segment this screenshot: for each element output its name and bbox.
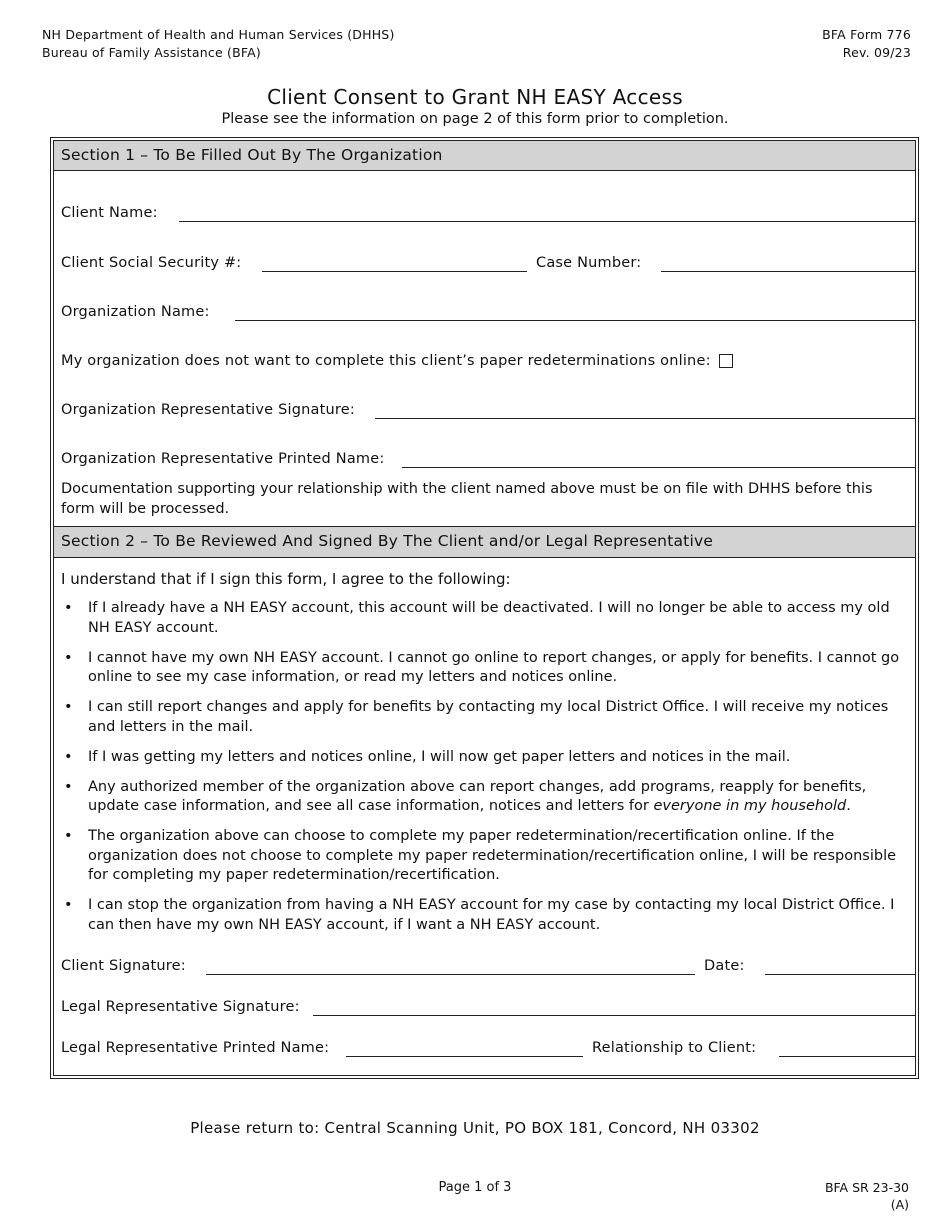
list-item: • Any authorized member of the organization above can report changes, add programs, reapply for benefits, update case information, and see all case information, notices and letters for everyone in my household. — [64, 778, 867, 814]
form-number: BFA Form 776 — [822, 27, 911, 42]
bullet-icon: • — [64, 828, 73, 844]
list-item: • If I was getting my letters and notices online, I will now get paper letters and notices in the mail. — [61, 748, 909, 768]
agreement-list — [61, 599, 909, 946]
list-item: • The organization above can choose to complete my paper redetermination/recertification online. If the organization does not choose to complete my paper redetermination/recertification online, I will be responsible for completing my paper redetermination/recertification. — [64, 828, 897, 883]
section1-heading: Section 1 – To Be Filled Out By The Organization — [54, 141, 915, 171]
ssn-label: Client Social Security #: — [61, 255, 242, 271]
bullet-icon: • — [64, 699, 73, 715]
case-number-field[interactable] — [661, 271, 915, 272]
documentation-note: Documentation supporting your relationship with the client named above must be on file with DHHS before this form will be processed. — [61, 481, 873, 517]
form-code — [825, 1179, 909, 1213]
date-label: Date: — [704, 958, 745, 974]
page-number: Page 1 of 3 — [438, 1180, 512, 1195]
org-rep-signature-label: Organization Representative Signature: — [61, 402, 355, 418]
consent-form-inner — [53, 140, 916, 1076]
bullet-icon: • — [64, 778, 73, 795]
ssn-field[interactable] — [262, 271, 527, 272]
relationship-field[interactable] — [779, 1056, 915, 1057]
consent-form-box — [50, 137, 919, 1079]
legal-rep-printed-name-label: Legal Representative Printed Name: — [61, 1040, 330, 1056]
opt-out-checkbox[interactable] — [719, 354, 733, 368]
legal-rep-signature-label: Legal Representative Signature: — [61, 999, 300, 1015]
agency-header — [42, 26, 395, 62]
form-id-header — [822, 26, 911, 62]
org-rep-signature-field[interactable] — [375, 418, 915, 419]
return-address: Please return to: Central Scanning Unit, PO BOX 181, Concord, NH 03302 — [190, 1119, 760, 1137]
bullet-icon: • — [64, 748, 73, 765]
opt-out-label: My organization does not want to complete this client’s paper redeterminations online: — [61, 353, 711, 369]
date-field[interactable] — [765, 974, 915, 975]
legal-rep-signature-field[interactable] — [313, 1015, 915, 1016]
page-title: Client Consent to Grant NH EASY Access — [267, 85, 683, 109]
relationship-label: Relationship to Client: — [592, 1040, 757, 1056]
form-code-suffix: (A) — [890, 1197, 909, 1212]
page-subtitle: Please see the information on page 2 of this form prior to completion. — [221, 111, 729, 127]
case-number-label: Case Number: — [536, 255, 642, 271]
client-signature-field[interactable] — [206, 974, 695, 975]
org-name-field[interactable] — [235, 320, 915, 321]
client-name-field[interactable] — [179, 221, 915, 222]
list-item: • If I already have a NH EASY account, this account will be deactivated. I will no longer be able to access my old NH EASY account. — [64, 600, 890, 636]
agreement-intro: I understand that if I sign this form, I agree to the following: — [61, 570, 511, 588]
bullet-icon: • — [64, 897, 73, 913]
legal-rep-printed-name-field[interactable] — [346, 1056, 583, 1057]
org-rep-printed-name-field[interactable] — [402, 467, 915, 468]
client-signature-label: Client Signature: — [61, 958, 186, 974]
bullet-icon: • — [64, 600, 73, 616]
client-name-label: Client Name: — [61, 205, 158, 221]
form-revision: Rev. 09/23 — [842, 45, 911, 60]
section2-heading: Section 2 – To Be Reviewed And Signed By The Client and/or Legal Representative — [54, 526, 915, 558]
bullet-icon: • — [64, 649, 73, 666]
org-name-label: Organization Name: — [61, 304, 210, 320]
list-item: • I cannot have my own NH EASY account. I cannot go online to report changes, or apply for benefits. I cannot go online to see my case information, or read my letters and notices online. — [64, 649, 900, 685]
form-code-number: BFA SR 23-30 — [824, 1180, 909, 1195]
household-emphasis: everyone in my household — [653, 798, 847, 814]
list-item: • I can stop the organization from having a NH EASY account for my case by contacting my local District Office. I can then have my own NH EASY account, if I want a NH EASY account. — [64, 897, 895, 933]
agency-name: NH Department of Health and Human Services (DHHS) — [42, 27, 395, 42]
bureau-name: Bureau of Family Assistance (BFA) — [42, 45, 261, 60]
org-rep-printed-name-label: Organization Representative Printed Name: — [61, 451, 385, 467]
list-item: • I can still report changes and apply for benefits by contacting my local District Office. I will receive my notices and letters in the mail. — [64, 699, 889, 735]
